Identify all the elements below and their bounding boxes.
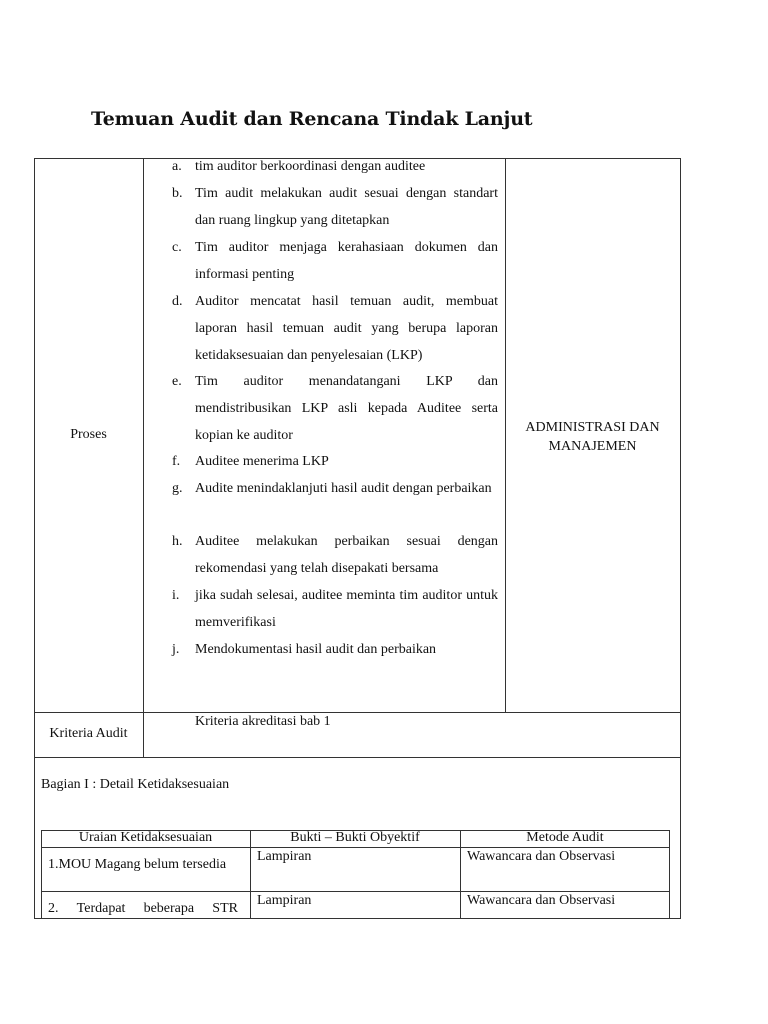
column-header-metode: Metode Audit xyxy=(526,830,604,845)
unit-label-line1: ADMINISTRASI DAN xyxy=(525,420,660,435)
bukti-cell: Lampiran xyxy=(257,893,312,908)
list-item-letter: j. xyxy=(172,642,180,657)
list-item xyxy=(172,154,498,181)
list-item-text: Auditee menerima LKP xyxy=(195,454,329,469)
list-item xyxy=(172,289,498,369)
list-item-text: Tim audit melakukan audit sesuai dengan standart dan ruang lingkup yang ditetapkan xyxy=(195,186,498,228)
unit-label-line2: MANAJEMEN xyxy=(548,439,637,454)
list-item-text: tim auditor berkoordinasi dengan auditee xyxy=(195,159,426,174)
list-item-text: Auditor mencatat hasil temuan audit, membuat laporan hasil temuan audit yang berupa laporan ketidaksesuaian dan penyelesaian (LKP) xyxy=(195,294,498,363)
uraian-cell xyxy=(48,901,238,917)
list-item-text: jika sudah selesai, auditee meminta tim auditor untuk memverifikasi xyxy=(195,588,498,630)
list-item-letter: i. xyxy=(172,588,180,603)
list-item xyxy=(172,583,498,637)
list-item-letter: g. xyxy=(172,481,183,496)
list-item-letter: h. xyxy=(172,534,183,549)
list-item xyxy=(172,476,498,503)
column-header-bukti: Bukti – Bukti Obyektif xyxy=(290,830,420,845)
list-item xyxy=(172,369,498,449)
metode-cell: Wawancara dan Observasi xyxy=(467,893,616,908)
bagian-heading: Bagian I : Detail Ketidaksesuaian xyxy=(41,777,230,792)
list-item-text: Tim auditor menjaga kerahasiaan dokumen dan informasi penting xyxy=(195,240,498,282)
list-item-text: Mendokumentasi hasil audit dan perbaikan xyxy=(195,642,437,657)
metode-cell: Wawancara dan Observasi xyxy=(467,849,616,864)
kriteria-label: Kriteria Audit xyxy=(49,726,128,741)
list-item-letter: a. xyxy=(172,159,182,174)
list-item xyxy=(172,181,498,235)
list-item-letter: d. xyxy=(172,294,183,309)
bukti-cell: Lampiran xyxy=(257,849,312,864)
list-item-text: Auditee melakukan perbaikan sesuai dengan rekomendasi yang telah disepakati bersama xyxy=(195,534,498,576)
kriteria-value: Kriteria akreditasi bab 1 xyxy=(195,714,331,729)
column-header-uraian: Uraian Ketidaksesuaian xyxy=(78,830,213,845)
list-item xyxy=(172,637,498,664)
list-item-letter: f. xyxy=(172,454,181,469)
uraian-word: 2. xyxy=(48,901,59,916)
list-item xyxy=(172,529,498,583)
list-item-letter: c. xyxy=(172,240,182,255)
detail-table xyxy=(41,830,670,918)
list-item-letter: e. xyxy=(172,374,182,389)
unit-label xyxy=(506,418,679,456)
page-title: Temuan Audit dan Rencana Tindak Lanjut xyxy=(91,108,533,130)
uraian-word: Terdapat xyxy=(76,901,126,916)
list-item-letter: b. xyxy=(172,186,183,201)
uraian-cell: 1.MOU Magang belum tersedia xyxy=(48,857,227,872)
proses-label: Proses xyxy=(70,427,107,442)
list-item xyxy=(172,449,498,476)
list-item xyxy=(172,235,498,289)
uraian-word: STR xyxy=(212,901,238,916)
list-item-text: Audite menindaklanjuti hasil audit dengan perbaikan xyxy=(195,481,492,496)
uraian-word: beberapa xyxy=(143,901,195,916)
list-item-text: Tim auditor menandatangani LKP dan mendistribusikan LKP asli kepada Auditee serta kopian ke auditor xyxy=(195,374,498,443)
